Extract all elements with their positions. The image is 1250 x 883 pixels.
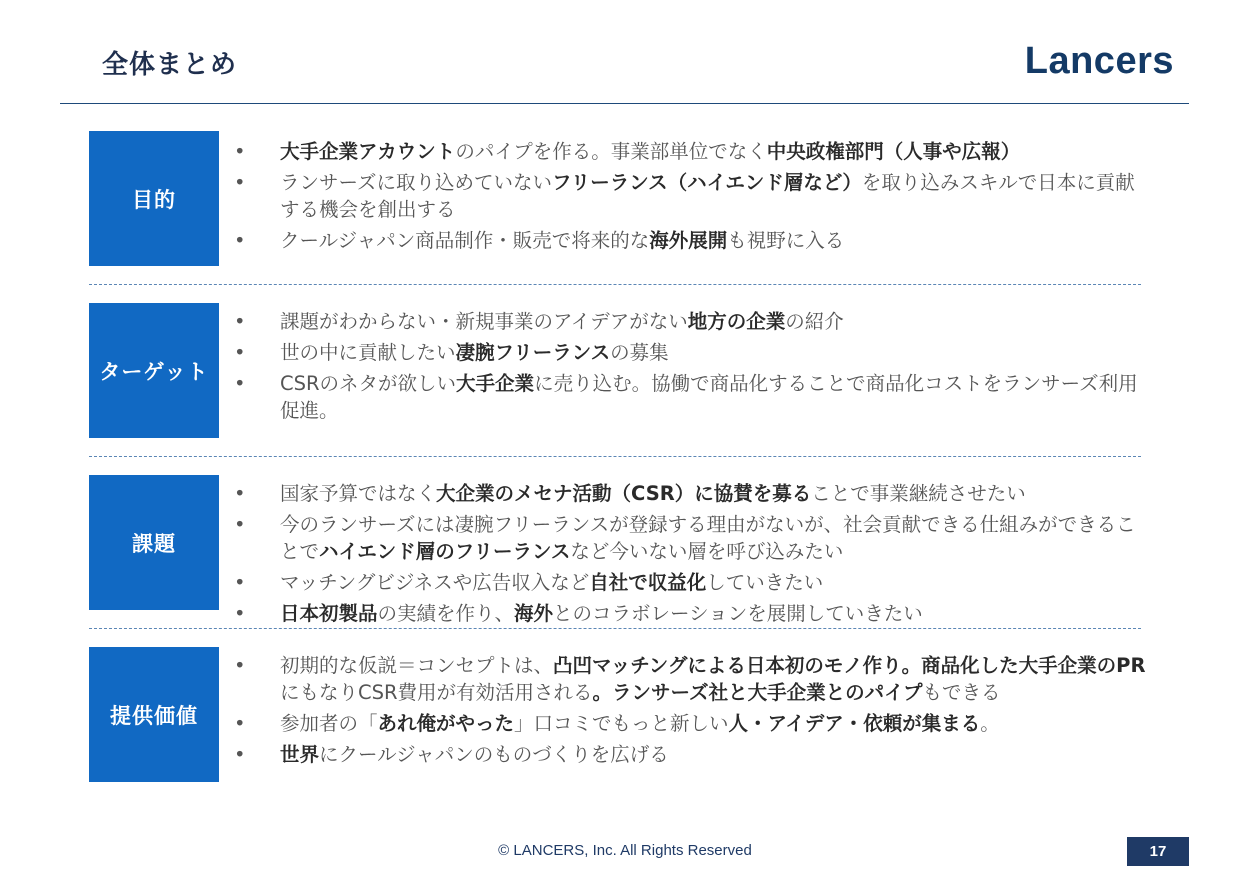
- bullet-emphasis: 凄腕フリーランス: [455, 341, 611, 364]
- bullet-text: の実績を作り、: [377, 602, 515, 625]
- bullet-emphasis: 海外展開: [649, 229, 728, 252]
- bullet-text: 参加者の「: [280, 712, 378, 735]
- section-label: 提供価値: [89, 647, 219, 782]
- section-label: 目的: [89, 131, 219, 266]
- section-divider: [89, 456, 1141, 457]
- bullet-emphasis: 人・アイデア・依頼が集まる: [728, 712, 981, 735]
- bullet-emphasis: 世界: [280, 743, 320, 766]
- bullet-text: にクールジャパンのものづくりを広げる: [319, 743, 669, 766]
- bullet-item: [234, 370, 1149, 424]
- bullet-list: [234, 652, 1149, 772]
- bullet-text: など今いない層を呼び込みたい: [570, 540, 844, 563]
- bullet-text: ことで事業継続させたい: [811, 482, 1026, 505]
- bullet-text: も視野に入る: [727, 229, 845, 252]
- section-divider: [89, 628, 1141, 629]
- bullet-list: [234, 138, 1149, 258]
- lancers-logo: Lancers: [1024, 40, 1174, 82]
- bullet-text: 世の中に貢献したい: [280, 341, 456, 364]
- bullet-text: クールジャパン商品制作・販売で将来的な: [280, 229, 650, 252]
- bullet-emphasis: 凸凹マッチングによる日本初のモノ作り。商品化した大手企業のPR: [553, 654, 1146, 677]
- bullet-emphasis: 大手企業アカウント: [280, 140, 456, 163]
- bullet-text: していきたい: [706, 571, 824, 594]
- bullet-emphasis: 。ランサーズ社と大手企業とのパイプ: [592, 681, 923, 704]
- bullet-text: 課題がわからない・新規事業のアイデアがない: [280, 310, 688, 333]
- bullet-emphasis: あれ俺がやった: [377, 712, 515, 735]
- bullet-text: とのコラボレーションを展開していきたい: [553, 602, 923, 625]
- header-divider: [60, 103, 1189, 104]
- bullet-emphasis: フリーランス（ハイエンド層など）: [552, 171, 862, 194]
- bullet-text: CSRのネタが欲しい: [280, 372, 457, 395]
- section-label: ターゲット: [89, 303, 219, 438]
- bullet-item: [234, 138, 1149, 165]
- bullet-text: ランサーズに取り込めていない: [280, 171, 553, 194]
- bullet-text: もできる: [922, 681, 1001, 704]
- bullet-text: 」口コミでもっと新しい: [514, 712, 729, 735]
- bullet-item: [234, 741, 1149, 768]
- bullet-item: [234, 652, 1149, 706]
- bullet-item: [234, 227, 1149, 254]
- bullet-item: [234, 600, 1149, 627]
- bullet-list: [234, 480, 1149, 631]
- bullet-text: 今のランサーズには凄腕フリーランスが登録する理由がないが、社会貢献できる仕組みができることで: [280, 513, 1136, 563]
- bullet-list: [234, 308, 1149, 428]
- section-divider: [89, 284, 1141, 285]
- bullet-item: [234, 308, 1149, 335]
- bullet-item: [234, 339, 1149, 366]
- copyright-footer: © LANCERS, Inc. All Rights Reserved: [498, 842, 752, 859]
- bullet-text: の紹介: [785, 310, 844, 333]
- page-title: 全体まとめ: [102, 50, 238, 80]
- bullet-text: に売り込む。協働で商品化することで商品化コストをランサーズ利用促進。: [280, 372, 1138, 422]
- bullet-item: [234, 169, 1149, 223]
- bullet-item: [234, 569, 1149, 596]
- bullet-emphasis: 中央政権部門（人事や広報）: [766, 140, 1021, 163]
- bullet-text: を取り込みスキルで日本に貢献する機会を創出する: [280, 171, 1135, 221]
- bullet-item: [234, 511, 1149, 565]
- bullet-emphasis: 海外: [514, 602, 554, 625]
- bullet-emphasis: 日本初製品: [280, 602, 378, 625]
- page-number-badge: 17: [1127, 837, 1189, 866]
- section-label: 課題: [89, 475, 219, 610]
- bullet-emphasis: 地方の企業: [687, 310, 786, 333]
- bullet-emphasis: 大手企業: [456, 372, 535, 395]
- bullet-text: にもなりCSR費用が有効活用される: [280, 681, 593, 704]
- bullet-emphasis: 自社で収益化: [589, 571, 707, 594]
- bullet-item: [234, 480, 1149, 507]
- bullet-text: マッチングビジネスや広告収入など: [280, 571, 590, 594]
- bullet-text: 初期的な仮説＝コンセプトは、: [280, 654, 554, 677]
- bullet-text: 。: [980, 712, 1000, 735]
- bullet-text: のパイプを作る。事業部単位でなく: [455, 140, 767, 163]
- bullet-text: の募集: [610, 341, 669, 364]
- bullet-emphasis: ハイエンド層のフリーランス: [319, 540, 571, 563]
- bullet-emphasis: 大企業のメセナ活動（CSR）に協賛を募る: [436, 482, 812, 505]
- bullet-text: 国家予算ではなく: [280, 482, 437, 505]
- bullet-item: [234, 710, 1149, 737]
